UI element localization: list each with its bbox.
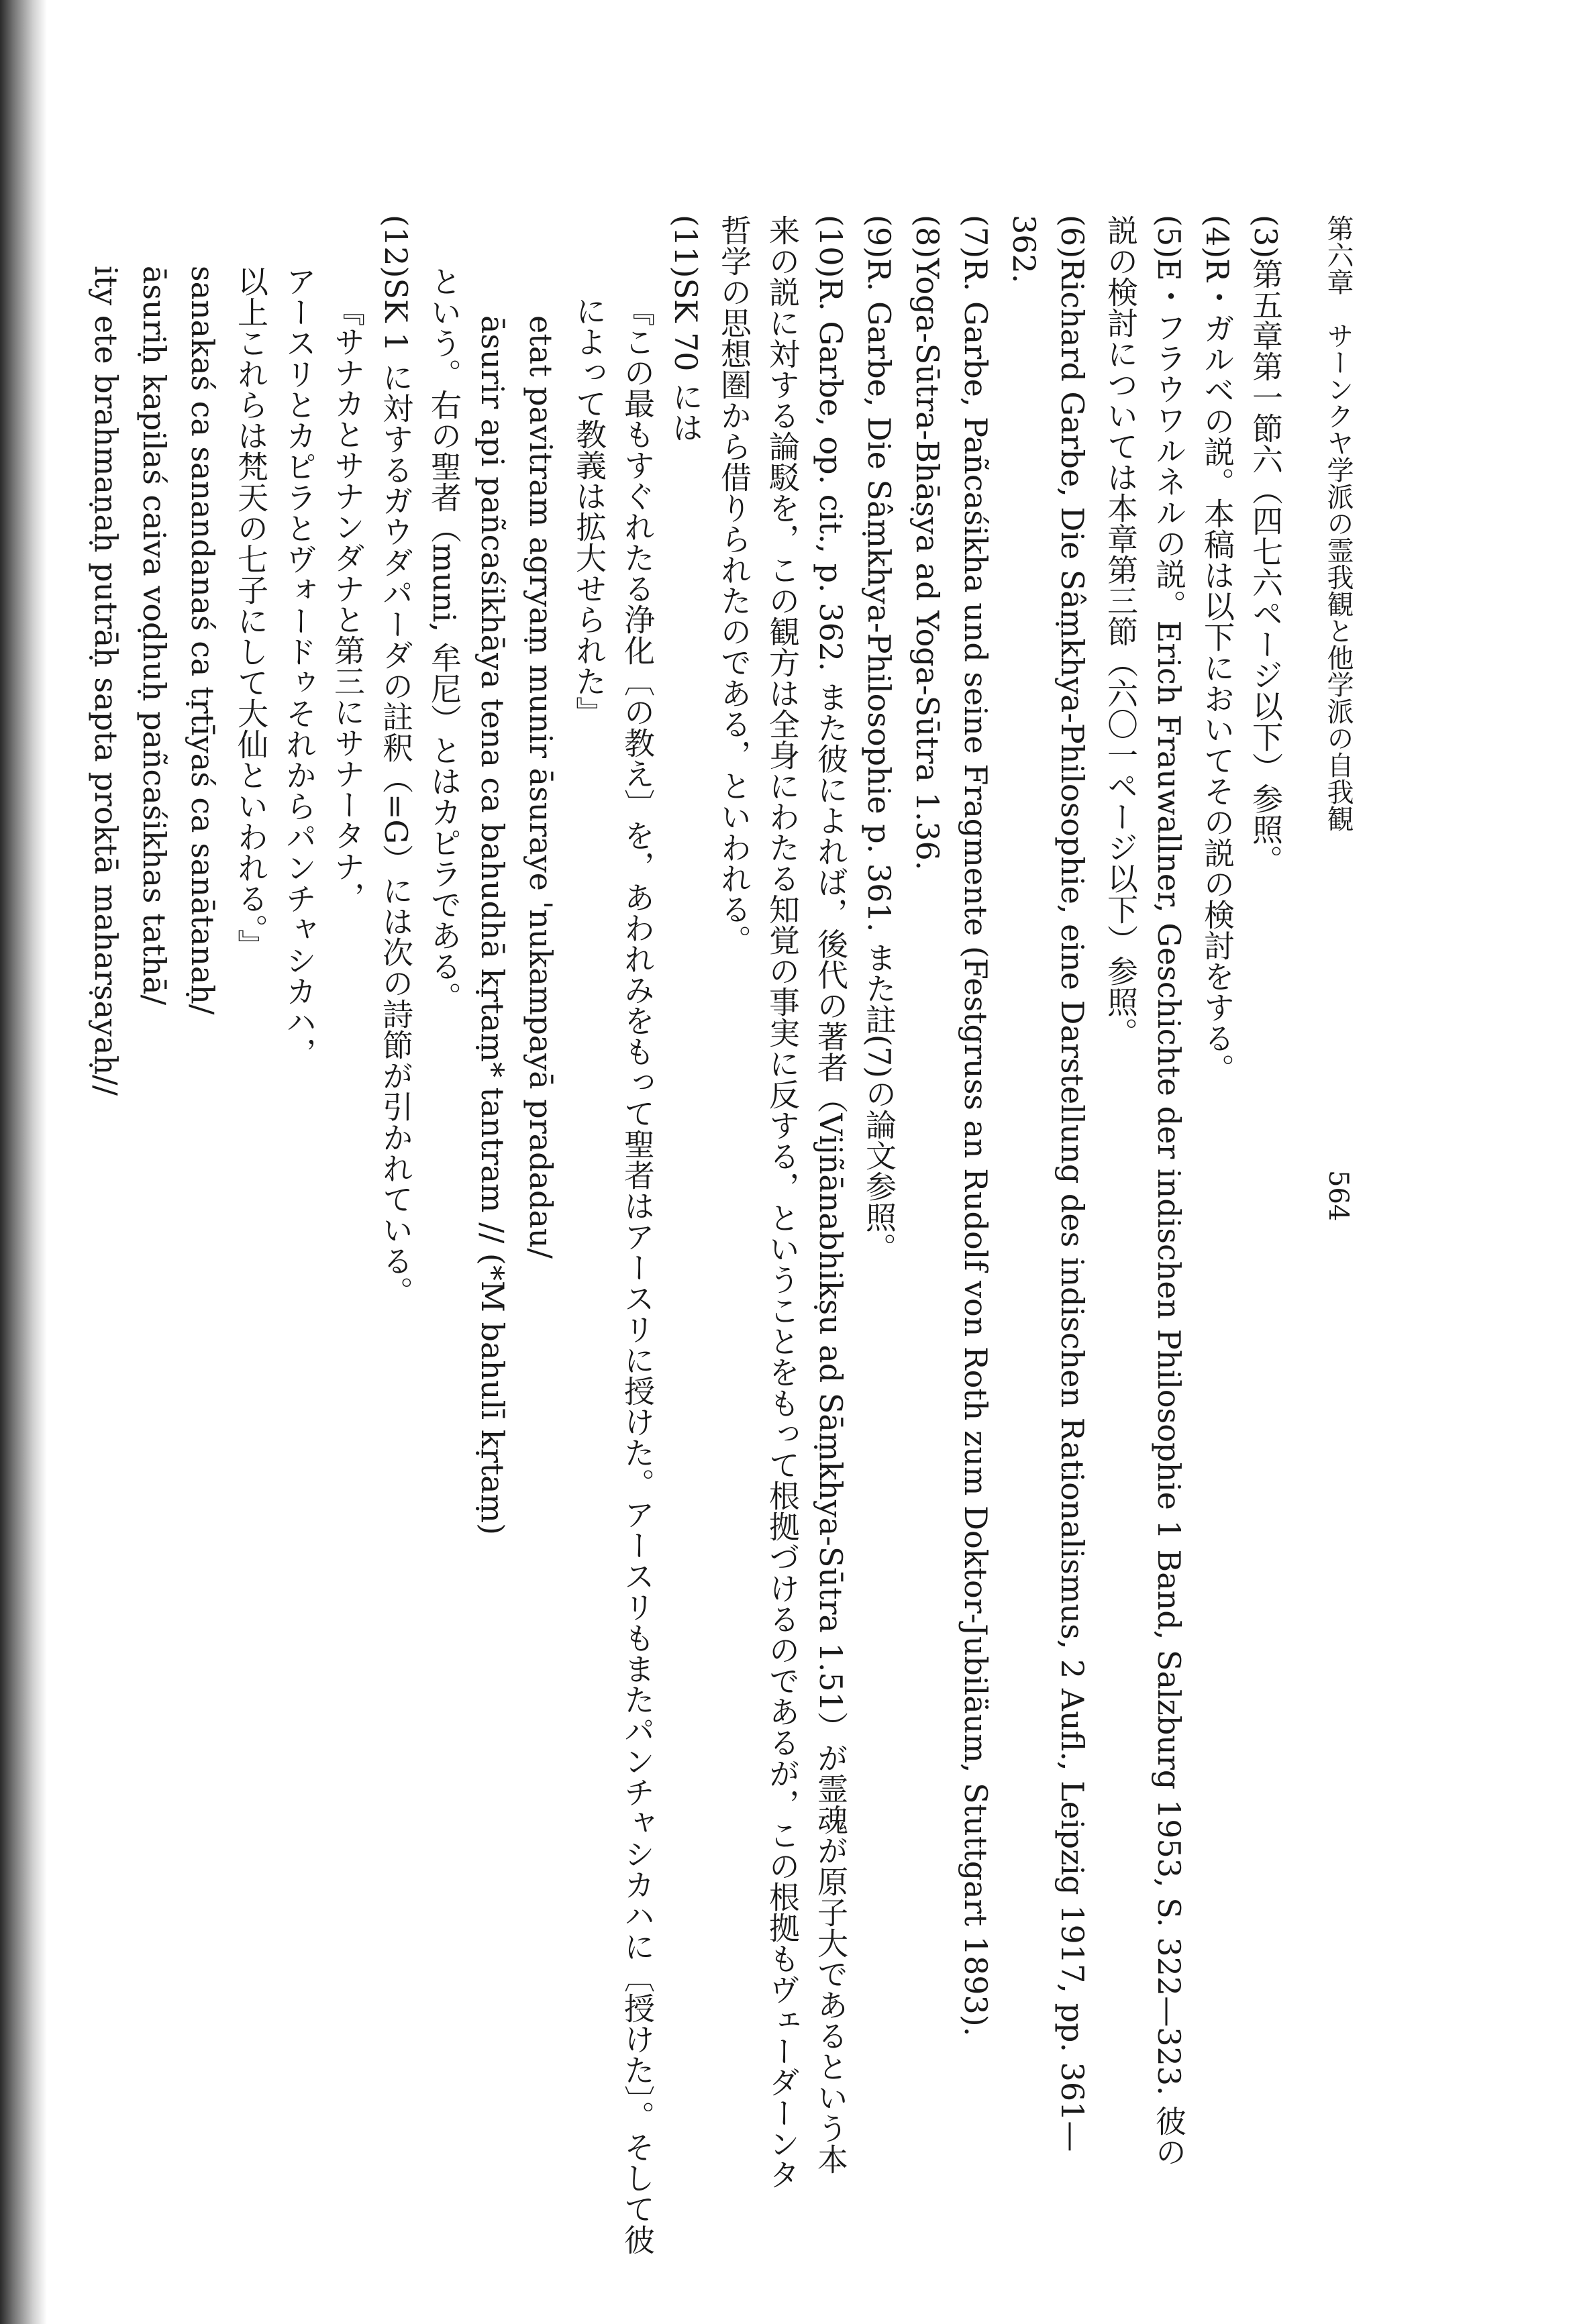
note-text: Richard Garbe, Die Sâṃkhya-Philosophie, eine Darstellung des indischen Rationalismus, 2 Aufl., Leipzig 1917, pp. 361—362. [1006, 215, 1091, 2152]
note-12 [372, 215, 420, 2194]
note-text: SK 70 には [668, 278, 704, 443]
note-7 [952, 215, 1000, 2194]
note-12-quote-line-1: 『サナカとサナンダナと第三にサナータナ， [330, 295, 366, 912]
note-8 [903, 215, 952, 2194]
note-5 [1097, 215, 1193, 2194]
note-text: R. Garbe, op. cit., p. 362. また彼によれば，後代の著者（Vijñānabhikṣu ad Sāṃkhya-Sūtra 1.51）が霊魂が原子大であるという本来の説に対する論駁を，この観方は全身にわたる知覚の事実に反する，ということをもって根拠づけるのであるが，この根拠もヴェーダーンタ哲学の思想圏から借りられたのである，といわれる。 [716, 215, 849, 2190]
note-number: (5) [1151, 215, 1187, 259]
note-text: E・フラウワルネルの説。Erich Frauwallner, Geschichte der indischen Philosophie 1 Band, Salzburg 1953, S. 322—323. 彼の説の検討については本章第三節（六〇一ページ以下）参照。 [1103, 215, 1187, 2168]
note-11 [662, 215, 710, 2194]
note-text: R. Garbe, Die Sâṃkhya-Philosophie p. 361. また註(7)の論文参照。 [861, 258, 897, 1264]
note-text: Yoga-Sūtra-Bhāṣya ad Yoga-Sūtra 1.36. [909, 258, 946, 871]
note-number: (12) [378, 215, 414, 278]
page-number: 564 [1323, 1169, 1354, 1221]
note-11-after: という。右の聖者（muni, 牟尼）とはカピラである。 [426, 266, 462, 1012]
note-number: (3) [1248, 215, 1284, 259]
note-12-verse-line-3: ity ete brahmaṇaḥ putrāḥ sapta proktā maharṣayaḥ// [88, 266, 124, 1096]
note-10 [710, 215, 855, 2194]
scan-shadow-edge [0, 0, 47, 2324]
page-body [88, 215, 1362, 2294]
note-number: (7) [958, 215, 994, 259]
note-11-quote: 『この最もすぐれたる浄化〔の教え〕を，あわれみをもって聖者はアースリに授けた。アースリもまたパンチャシカハに〔授けた〕。そして彼によって教義は拡大せられた』 [571, 295, 656, 2255]
running-header [1314, 215, 1362, 1221]
note-number: (11) [668, 215, 704, 278]
note-4 [1193, 215, 1242, 2194]
note-9 [855, 215, 903, 2194]
note-number: (4) [1199, 215, 1235, 259]
note-number: (10) [813, 215, 849, 278]
note-12-quote-line-3: 以上これらは梵天の七子にして大仙といわれる。』 [233, 266, 269, 960]
note-number: (6) [1054, 215, 1091, 259]
note-12-verse-line-1: sanakaś ca sanandanaś ca tṛtīyaś ca sanātanaḥ/ [185, 266, 221, 1015]
note-number: (9) [861, 215, 897, 259]
note-text: R・ガルベの説。本稿は以下においてその説の検討をする。 [1199, 258, 1235, 1084]
chapter-title: 第六章 サーンクヤ学派の霊我観と他学派の自我観 [1323, 215, 1354, 832]
note-text: R. Garbe, Pañcaśikha und seine Fragmente (Festgruss an Rudolf von Roth zum Doktor-Jubiläum, Stuttgart 1893). [958, 258, 994, 2037]
note-3 [1242, 215, 1290, 2194]
note-number: (8) [909, 215, 946, 259]
note-text: 第五章第一節六（四七六ページ以下）参照。 [1248, 258, 1284, 876]
note-6 [1000, 215, 1097, 2194]
note-11-verse-line-1: etat pavitram agryaṃ munir āsuraye 'nukampayā pradadau/ [523, 315, 559, 1259]
note-12-quote-line-2: アースリとカピラとヴォードゥそれからパンチャシカハ， [281, 266, 317, 1068]
note-12-verse-line-2: āsuriḥ kapilaś caiva voḍhuḥ pañcaśikhas tathā/ [136, 266, 172, 1006]
note-text: SK 1 に対するガウダパーダの註釈（=G）には次の詩節が引かれている。 [378, 278, 414, 1308]
note-11-verse-line-2: āsurir api pañcaśikhāya tena ca bahudhā kṛtaṃ* tantram // (*M bahulī kṛtaṃ) [474, 315, 511, 1536]
